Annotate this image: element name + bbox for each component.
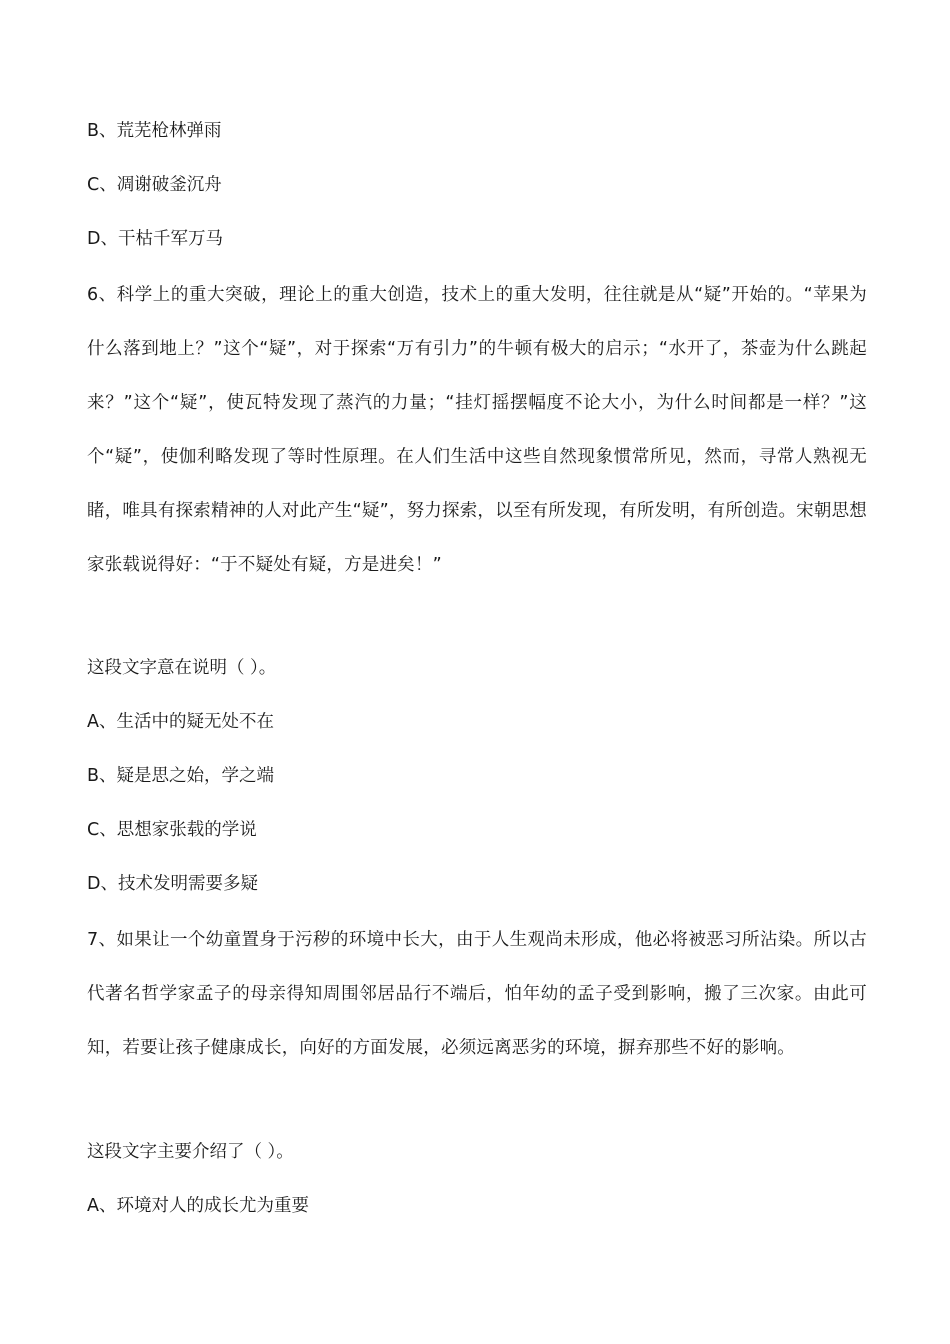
- q6-option-a: A、生活中的疑无处不在: [87, 712, 274, 732]
- q6-passage: 6、科学上的重大突破，理论上的重大创造，技术上的重大发明，往往就是从“疑”开始的。“苹果为什么落到地上？”这个“疑”，对于探索“万有引力”的牛顿有极大的启示；“水开了，茶壶为什么跳起来？”这个“疑”，使瓦特发现了蒸汽的力量；“挂灯摇摆幅度不论大小，为什么时间都是一样？”这个“疑”，使伽利略发现了等时性原理。在人们生活中这些自然现象惯常所见，然而，寻常人熟视无睹，唯具有探索精神的人对此产生“疑”，努力探索，以至有所发现，有所发明，有所创造。宋朝思想家张载说得好：“于不疑处有疑，方是进矣！”: [87, 285, 867, 575]
- q6-option-d: D、技术发明需要多疑: [87, 874, 258, 894]
- q7-passage: 7、如果让一个幼童置身于污秽的环境中长大，由于人生观尚未形成，他必将被恶习所沾染。所以古代著名哲学家孟子的母亲得知周围邻居品行不端后，怕年幼的孟子受到影响，搬了三次家。由此可知，若要让孩子健康成长，向好的方面发展，必须远离恶劣的环境，摒弃那些不好的影响。: [87, 930, 867, 1058]
- q5-option-b: B、荒芜枪林弹雨: [87, 121, 222, 141]
- q6-question: 这段文字意在说明（ ）。: [87, 658, 277, 678]
- q6-option-b: B、疑是思之始，学之端: [87, 766, 275, 786]
- q5-option-d: D、干枯千军万马: [87, 229, 223, 249]
- q7-question: 这段文字主要介绍了（ ）。: [87, 1142, 294, 1162]
- q7-option-a: A、环境对人的成长尤为重要: [87, 1196, 309, 1216]
- q6-option-c: C、思想家张载的学说: [87, 820, 257, 840]
- q5-option-c: C、凋谢破釜沉舟: [87, 175, 222, 195]
